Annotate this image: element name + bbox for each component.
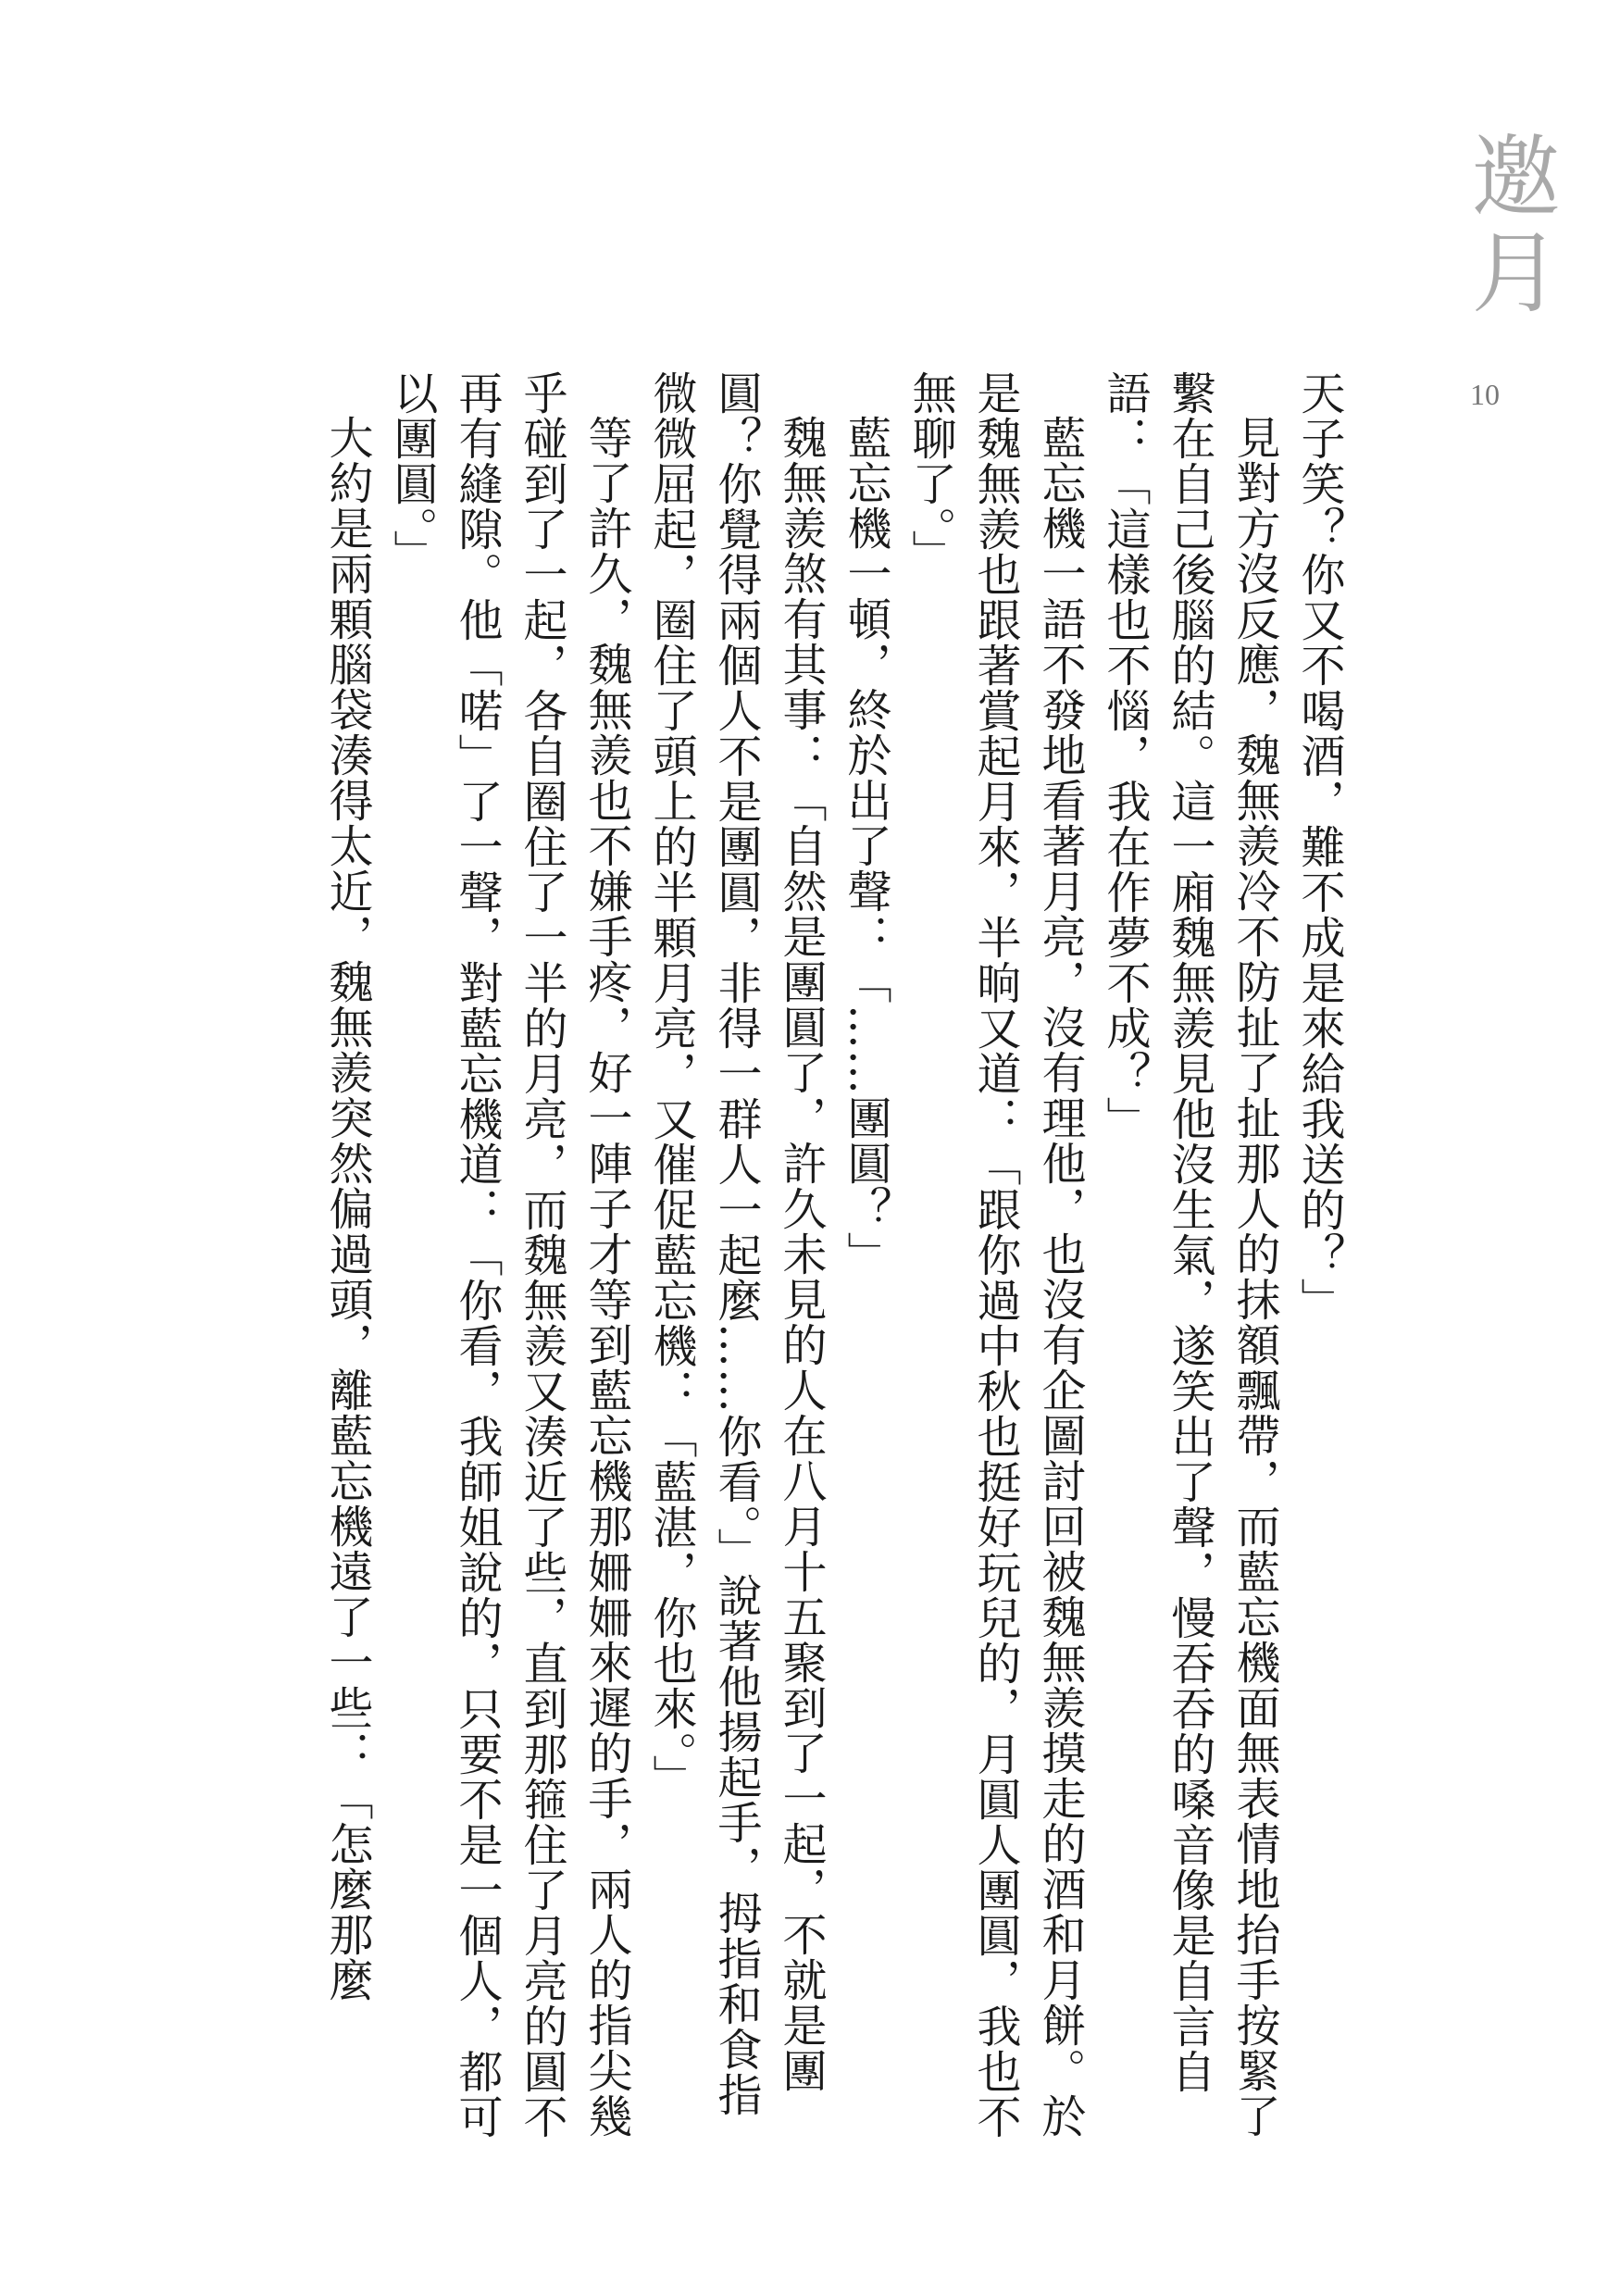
paragraph-6: 等了許久，魏無羨也不嫌手疼，好一陣子才等到藍忘機那姍姍來遲的手，兩人的指尖幾乎碰到了一起，各自圈住了一半的月亮，而魏無羨又湊近了些，直到那箍住了月亮的圓不再有縫隙。他「喏」了一聲，對藍忘機道：「你看，我師姐說的，只要不是一個人，都可以團圓。」 xyxy=(386,370,632,2140)
paragraph-7: 大約是兩顆腦袋湊得太近，魏無羨突然偏過頭，離藍忘機遠了一些：「怎麼那麼 xyxy=(321,415,373,2003)
running-title: 邀月 xyxy=(1457,130,1561,322)
paragraph-3: 藍忘機一語不發地看著月亮，沒有理他，也沒有企圖討回被魏無羨摸走的酒和月餅。於是魏無羨也跟著賞起月來，半晌又道：「跟你過中秋也挺好玩兒的，月圓人團圓，我也不無聊了。」 xyxy=(904,370,1086,2140)
paragraph-1: 天子笑？你又不喝酒，難不成是來給我送的？」 xyxy=(1293,370,1345,1323)
page-number: 10 xyxy=(1470,378,1500,411)
paragraph-2: 見對方沒反應，魏無羨冷不防扯了扯那人的抹額飄帶，而藍忘機面無表情地抬手按緊了繫在自己後腦的結。這一廂魏無羨見他沒生氣，遂笑出了聲，慢吞吞的嗓音像是自言自語：「這樣也不惱，我在作夢不成？」 xyxy=(1099,370,1280,2139)
paragraph-5: 魏無羨煞有其事：「自然是團圓了，許久未見的人在八月十五聚到了一起，不就是團圓？你覺得兩個人不是團圓，非得一群人一起麼……你看。」說著他揚起手，拇指和食指微微屈起，圈住了頭上的半顆月亮，又催促藍忘機：「藍湛，你也來。」 xyxy=(645,370,827,2117)
paragraph-4: 藍忘機一頓，終於出了聲：「……團圓？」 xyxy=(840,415,891,1277)
body-text xyxy=(310,370,1352,2148)
